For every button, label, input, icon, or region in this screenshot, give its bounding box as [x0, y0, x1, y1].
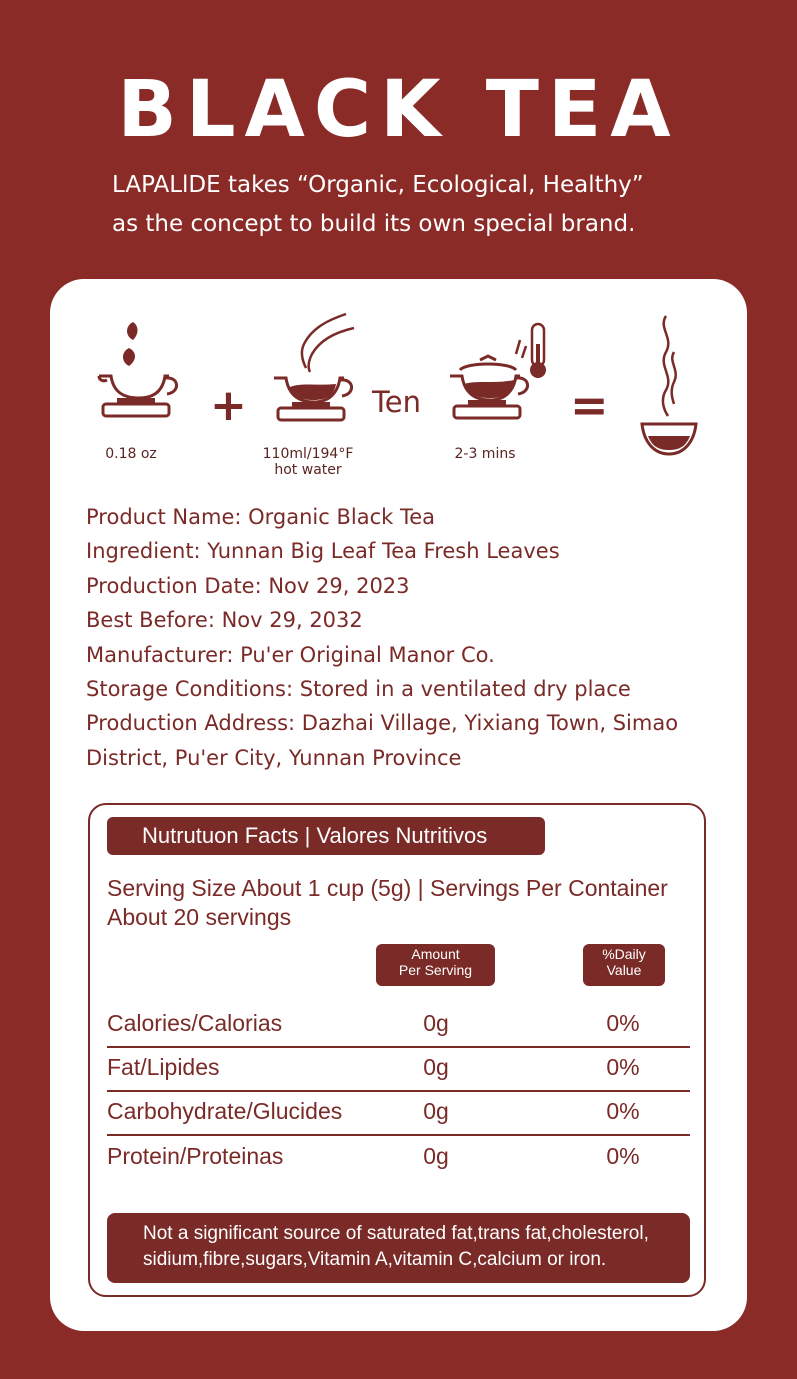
step3-caption: 2-3 mins	[454, 446, 516, 462]
production-date: Production Date: Nov 29, 2023	[86, 573, 410, 598]
page-title: BLACK TEA	[117, 65, 680, 155]
amount-head-line-2: Per Serving	[398, 962, 473, 978]
footnote-line-1: Not a significant source of saturated fat,trans fat,cholesterol,	[143, 1223, 649, 1244]
step2-caption	[248, 446, 368, 478]
dv-head-line-2: Value	[606, 962, 642, 978]
nutrition-header: Nutrutuon Facts | Valores Nutritivos	[107, 817, 545, 855]
step2-caption-line-2: hot water	[274, 462, 342, 478]
step1-caption: 0.18 oz	[105, 446, 157, 462]
pour-water-icon	[268, 310, 362, 430]
brand-tagline	[112, 166, 752, 244]
ten-label: Ten	[372, 385, 422, 419]
production-address-line-1: Production Address: Dazhai Village, Yixiang Town, Simao	[86, 711, 679, 736]
serving-line-2: About 20 servings	[107, 904, 292, 930]
nutrition-footnote	[107, 1213, 690, 1283]
daily-value-header	[583, 944, 665, 986]
amount-per-serving-header	[376, 944, 495, 986]
step2-caption-line-1: 110ml/194°F	[262, 446, 354, 462]
storage-conditions: Storage Conditions: Stored in a ventilated dry place	[86, 677, 631, 702]
tagline-line-2: as the concept to build its own special brand.	[112, 211, 636, 237]
nutrient-name: Protein/Proteinas	[107, 1143, 284, 1169]
best-before: Best Before: Nov 29, 2032	[86, 608, 363, 633]
manufacturer: Manufacturer: Pu'er Original Manor Co.	[86, 642, 495, 667]
nutrition-row-divider	[107, 1090, 690, 1136]
nutrient-daily-value: 0%	[606, 1143, 640, 1169]
teapot-thermometer-icon	[446, 318, 556, 430]
nutrient-amount: 0g	[423, 1098, 449, 1124]
nutrient-daily-value: 0%	[606, 1054, 640, 1080]
dv-head-line-1: %Daily	[602, 946, 646, 962]
nutrition-row-divider	[107, 1002, 690, 1048]
plus-sign: +	[210, 380, 247, 431]
tagline-line-1: LAPALlDE takes “Organic, Ecological, Healthy”	[112, 172, 644, 198]
nutrient-daily-value: 0%	[606, 1098, 640, 1124]
nutrient-name: Carbohydrate/Glucides	[107, 1098, 343, 1124]
nutrient-amount: 0g	[423, 1010, 449, 1036]
product-name: Product Name: Organic Black Tea	[86, 505, 436, 529]
nutrient-name: Calories/Calorias	[107, 1010, 283, 1036]
steaming-cup-icon	[636, 312, 702, 460]
nutrient-amount: 0g	[423, 1054, 449, 1080]
footnote-line-2: sidium,fibre,sugars,Vitamin A,vitamin C,calcium or iron.	[143, 1249, 607, 1270]
tea-leaf-pitcher-icon	[95, 318, 185, 430]
amount-head-line-1: Amount	[411, 946, 460, 962]
serving-line-1: Serving Size About 1 cup (5g) | Servings Per Container	[107, 875, 668, 901]
product-info	[86, 500, 726, 775]
serving-size	[107, 874, 697, 932]
nutrient-amount: 0g	[423, 1143, 449, 1169]
nutrition-row-protein	[107, 1135, 690, 1179]
ingredient: Ingredient: Yunnan Big Leaf Tea Fresh Leaves	[86, 539, 560, 564]
production-address-line-2: District, Pu'er City, Yunnan Province	[86, 745, 462, 770]
nutrient-daily-value: 0%	[606, 1010, 640, 1036]
nutrient-name: Fat/Lipides	[107, 1054, 220, 1080]
nutrition-row-divider	[107, 1046, 690, 1092]
equals-sign: =	[570, 378, 609, 432]
